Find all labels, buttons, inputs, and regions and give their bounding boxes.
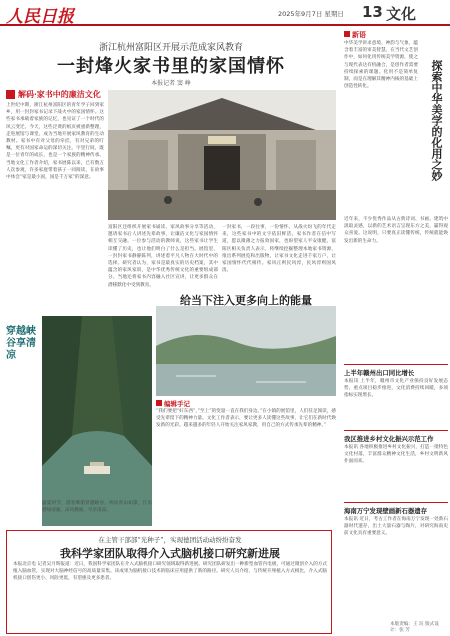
right-column bbox=[340, 30, 448, 634]
lake-scenery-photo bbox=[156, 306, 336, 396]
square-marker-icon bbox=[344, 31, 350, 37]
divider-rule bbox=[344, 430, 448, 431]
lead-body-col1: 上世纪中期，浙江杭州富阳区的青年学子回到家乡，用一封封家书记录下战火中的家国情怀。这些家书承载着家族的记忆，也见证了一个时代的风云变迁。今天，这些泛黄的纸页被重新整理，走进展馆与课堂，成为当地开展家风教育的生动教材。家书中有对父母的牵挂，有对兄弟的叮嘱，更有对国家命运的深切关注。字里行间，既是一位青年的成长，也是一个家族的精神传承。当地文化工作者介绍，家书展陈以来，已有数万人次参观，许多家庭带着孩子一同阅读，在故事中体会“家是最小国，国是千万家”的深意。 bbox=[6, 103, 104, 181]
xin-label: 新语 bbox=[344, 30, 366, 40]
newspaper-logo: 人民日报 bbox=[6, 7, 74, 27]
lake-feature-title[interactable]: 给当下注入更多向上的能量 bbox=[180, 294, 312, 307]
square-marker-icon bbox=[156, 400, 162, 406]
gorge-title: 穿越峡谷享清凉 bbox=[6, 326, 36, 361]
divider-rule bbox=[344, 502, 448, 503]
commentary-col-b: 近年来，不少优秀作品从古典诗词、书画、建筑中汲取灵感，以新的艺术语言呈现东方之美，赢得观众喜爱。这说明，只要真正读懂传统，传统就能焕发出新的生命力。 bbox=[344, 217, 448, 244]
bci-headline[interactable]: 我科学家团队取得介入式脑机接口研究新进展 bbox=[60, 547, 280, 560]
page-number: 13 bbox=[362, 3, 383, 21]
bci-kicker: 在主管干部部“光种子”，实现德团活动动纷纷奋发 bbox=[98, 536, 242, 544]
commentary-vertical-title[interactable]: 探索中华美学的化用之妙 bbox=[430, 60, 443, 181]
lead-tag-label: 解码·家书中的廉洁文化 bbox=[18, 89, 101, 99]
brief1-title[interactable]: 上半年赣州出口同比增长 bbox=[344, 369, 415, 377]
brief3-title[interactable]: 海南万宁发现壁画新石器遗存 bbox=[344, 507, 428, 515]
gorge-boat-photo bbox=[42, 316, 152, 526]
brief2-body: 本报讯 各地积极推进乡村文化振兴，打造一批特色文化村落，丰富群众精神文化生活，乡村文明新风扑面而来。 bbox=[344, 445, 448, 465]
brief3-body: 本报讯 近日，考古工作者在海南万宁发现一处新石器时代遗存，出土大量石器与陶片，对研究海南史前文化具有重要意义。 bbox=[344, 517, 448, 537]
lake-feature-body: “我们要把”好东西”，”至上”的变量一直在我们身边。”在小镇的展馆里，人们驻足阅读，感受先辈留下的精神力量。文化工作者表示，要让更多人读懂这些故事，让它们在新时代焕发新的光彩。越来越多的年轻人开始关注家风家教，用自己的方式传承先辈的精神。” bbox=[156, 409, 336, 429]
brief2-title[interactable]: 我区推进乡村文化振兴示范工作 bbox=[344, 435, 434, 443]
heritage-building-image bbox=[108, 90, 336, 220]
issue-date: 2025年9月7日 星期日 bbox=[278, 10, 344, 18]
lake-scenery-image bbox=[156, 306, 336, 396]
heritage-building-photo bbox=[108, 90, 336, 220]
section-name: 文化 bbox=[386, 5, 417, 23]
brief1-body: 本报讯 上半年，赣州市文化产业保持良好发展态势，重点项目稳步推进，文化消费持续回暖，多项指标实现增长。 bbox=[344, 379, 448, 399]
lead-body-col2: 富阳区还组织开展家书诵读、家风故事分享等活动，邀请家书后人讲述先辈故事，让廉洁文化与家国情怀相互交融。一位参与活动的教师说，这些家书让学生读懂了历史，也让他们明白了什么是担当。展馆里，一封封家书静静陈列，讲述着平凡人物在大时代中的选择。研究者认为，家书是最真实的历史档案，其中蕴含的家风家训，是中华优秀传统文化的重要组成部分。当地还将家书内容融入社区宣讲，让更多群众在潜移默化中受到教育。 bbox=[108, 225, 218, 288]
lead-body-col3: 一封家书，一段往事，一份情怀。从战火纷飞的年代走来，这些家书中的文字依旧鲜活。家书作者在信中写道，愿以微薄之力报效国家，也盼望家人平安康健。富阳区相关负责人表示，将继续挖掘整理本地家书资源，推出系列展览和出版物，让家书文化走进千家万户，让家国情怀代代相传。家风正则民风淳，民风淳则国风清。 bbox=[222, 225, 336, 274]
lead-byline: 本报记者 窦 峥 bbox=[151, 80, 191, 87]
editor-note-label: 编辑手记 bbox=[156, 399, 246, 408]
lead-article bbox=[6, 30, 336, 527]
bci-feature-box bbox=[6, 530, 332, 634]
lead-kicker: 浙江杭州富阳区开展示范成家风教育 bbox=[98, 43, 243, 53]
gorge-boat-image bbox=[42, 316, 152, 526]
page-credits: 本版责编：王 珏 版式设计：张 芳 bbox=[390, 622, 439, 633]
commentary-col-a: 中华美学讲求意境、神韵与气象，蕴含着丰富的审美智慧。在当代文艺创作中，如何化用传统美学资源，使之与现代表达有机融合，是创作者需要持续探索的课题。化用不是简单复制，而是在理解其精神内核的基础上创造性转化。 bbox=[344, 41, 418, 90]
gorge-caption: 盛夏时节，游客乘船穿越峡谷，两岸青山如黛，江水碧绿清澈，凉风拂面，尽享清凉。 bbox=[42, 501, 152, 514]
divider-rule bbox=[344, 364, 448, 365]
lead-headline[interactable]: 一封烽火家书里的家国情怀 bbox=[57, 56, 285, 77]
masthead bbox=[0, 0, 450, 26]
bci-body: 本报北京电 记者吴月辉报道：近日，我国科学家团队在介入式脑机接口研究领域取得新进展。研究团队研发出一种新型血管内电极，可通过微创介入的方式植入脑血管，实现对大脑神经信号的高质量采集。该成果为脑机接口技术的临床应用提供了新的路径。研究人员介绍，与传统开颅植入方式相比，介入式脑机接口创伤更小、风险更低，有望惠及更多患者。 bbox=[13, 562, 327, 582]
square-marker-icon bbox=[6, 90, 15, 99]
